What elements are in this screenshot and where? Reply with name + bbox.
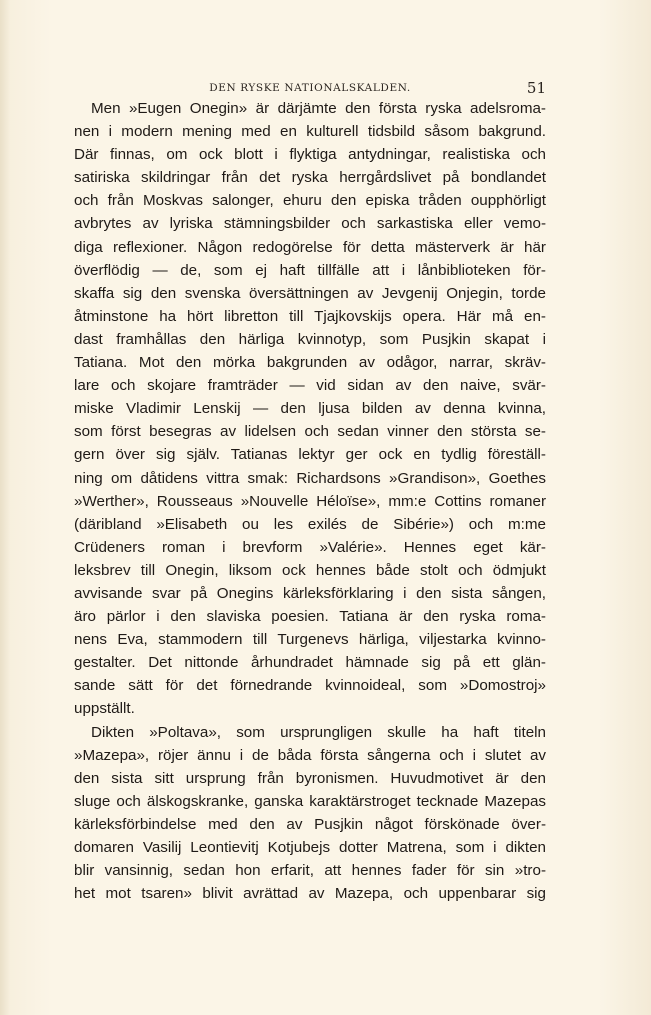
text-line: skaffa sig den svenska översättningen av Jevgenij Onjegin, torde	[74, 284, 546, 302]
text-line: som först besegras av lidelsen och sedan vinner den största se-	[74, 423, 546, 441]
text-line: den sista sitt ursprung från byronismen. Huvudmotivet är den	[74, 769, 546, 787]
text-line: domaren Vasilij Leontievitj Kotjubejs dotter Matrena, som i dikten	[74, 839, 546, 856]
text-line: blir vansinnig, sedan hon erfarit, att hennes fader för sin »tro-	[74, 862, 546, 880]
text-line: nen i modern mening med en kulturell tidsbild såsom bakgrund.	[74, 123, 546, 141]
text-line: leksbrev till Onegin, liksom ock hennes både stolt och ödmjukt	[74, 561, 546, 579]
text-line: Där finnas, om ock blott i flyktiga antydningar, realistiska och	[74, 146, 546, 164]
text-line: gern över sig själv. Tatianas lektyr ger ock en tydlig föreställ-	[74, 446, 546, 464]
text-line: »Werther», Rousseaus »Nouvelle Héloïse», mm:e Cottins romaner	[74, 492, 546, 510]
text-line: dast framhållas den härliga kvinnotyp, som Pusjkin skapat i	[74, 330, 546, 348]
text-line: sande sätt för det förnedrande kvinnoideal, som »Domostroj»	[74, 677, 546, 695]
text-line: Dikten »Poltava», som ursprungligen skulle ha haft titeln	[91, 723, 546, 741]
text-line: nens Eva, stammodern till Turgenevs härliga, viljestarka kvinno-	[74, 631, 546, 649]
page-number: 51	[526, 79, 546, 97]
text-line: åtminstone ha hört libretton till Tjajkovskijs opera. Här må en-	[74, 307, 546, 325]
text-line: överflödig — de, som ej haft tillfälle att i lånbiblioteken för-	[74, 261, 546, 279]
running-head: DEN RYSKE NATIONALSKALDEN.	[209, 82, 411, 94]
text-line: äro pärlor i den slaviska poesien. Tatiana är den ryska roma-	[74, 608, 546, 626]
text-line: avbrytes av lyriska stämningsbilder och sarkastiska eller vemo-	[74, 215, 546, 233]
text-line: kärleksförbindelse med den av Pusjkin något förskönade över-	[74, 815, 546, 833]
text-line: Tatiana. Mot den mörka bakgrunden av odågor, narrar, skräv-	[74, 354, 546, 372]
text-line: Crüdeners roman i brevform »Valérie». Hennes eget kär-	[74, 538, 546, 556]
text-line: diga reflexioner. Någon redogörelse för detta mästerverk är här	[74, 238, 546, 256]
text-line: miske Vladimir Lenskij — den ljusa bilden av denna kvinna,	[74, 400, 546, 418]
body-text	[74, 97, 546, 905]
text-line: lare och skojare framträder — vid sidan av den naive, svär-	[74, 377, 546, 395]
text-line: »Mazepa», röjer ännu i de båda första sångerna och i slutet av	[74, 746, 546, 764]
text-line: (däribland »Elisabeth ou les exilés de Sibérie») och m:me	[74, 515, 546, 533]
text-line: het mot tsaren» blivit avrättad av Mazepa, och uppenbarar sig	[74, 885, 546, 903]
text-line: Men »Eugen Onegin» är därjämte den första ryska adelsroma-	[91, 100, 546, 117]
text-line: gestalter. Det nittonde århundradet hämnade sig på ett glän-	[74, 654, 546, 672]
page-header	[74, 78, 546, 98]
text-line: uppställt.	[74, 700, 135, 718]
text-line: ning om dåtidens vittra smak: Richardsons »Grandison», Goethes	[74, 469, 546, 487]
page-gutter-shadow	[0, 0, 10, 1015]
text-line: satiriska skildringar från det ryska herrgårdslivet på bondlandet	[74, 169, 546, 187]
text-line: avvisande svar på Onegins kärleksförklaring i den sista sången,	[74, 584, 546, 602]
text-line: och från Moskvas salonger, ehuru den episka tråden oupphörligt	[74, 192, 546, 210]
text-line: sluge och älskogskranke, ganska karaktärstroget tecknade Mazepas	[74, 792, 546, 810]
